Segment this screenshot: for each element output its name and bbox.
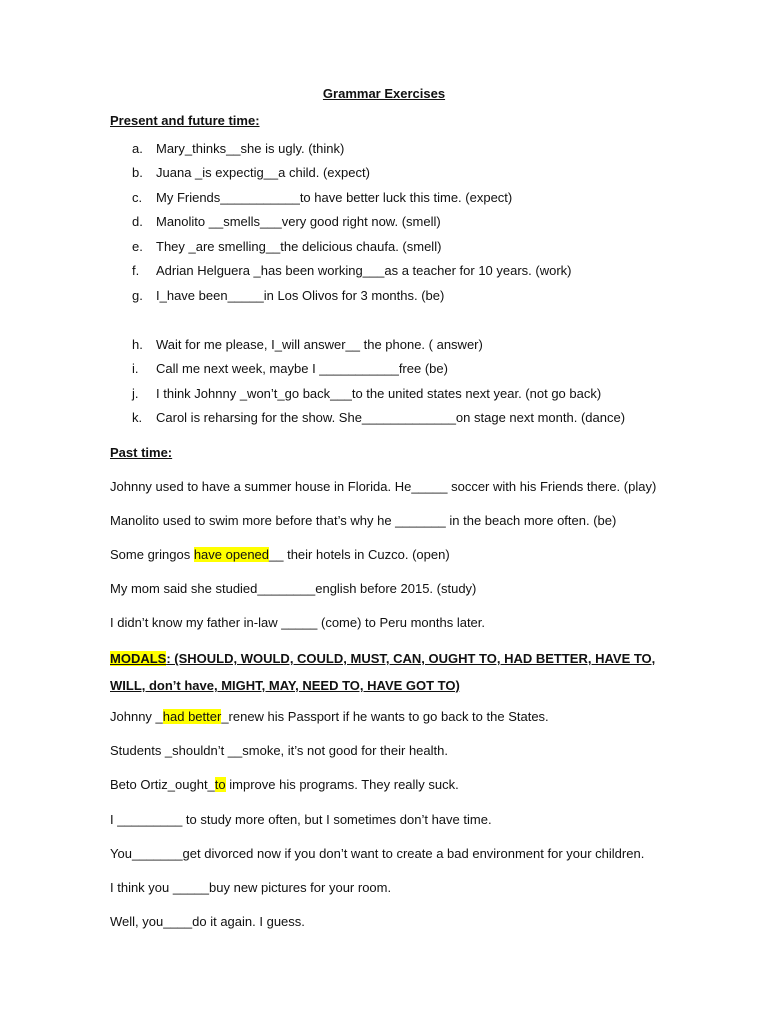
list-item-h xyxy=(132,337,483,352)
modal-line-3-post: improve his programs. They really suck. xyxy=(225,777,459,792)
modal-line-1 xyxy=(110,709,549,724)
past-line-3 xyxy=(110,547,450,562)
list-item-text: Call me next week, maybe I ___________free (be) xyxy=(156,361,448,376)
present-future-heading: Present and future time: xyxy=(110,113,260,128)
list-item-c xyxy=(132,190,512,205)
list-item-i xyxy=(132,361,448,376)
highlighted-answer: have opened xyxy=(193,547,270,562)
list-item-j xyxy=(132,386,601,401)
past-time-heading: Past time: xyxy=(110,445,173,460)
highlighted-answer: had better xyxy=(162,709,222,724)
modal-line-6: I think you _____buy new pictures for your room. xyxy=(110,880,392,895)
list-marker: g. xyxy=(132,288,143,303)
list-marker: c. xyxy=(132,190,143,205)
list-marker: k. xyxy=(132,410,143,425)
list-item-g xyxy=(132,288,444,303)
modals-list: : (SHOULD, WOULD, COULD, MUST, CAN, OUGHT TO, HAD BETTER, HAVE TO, WILL, don’t have, MIGHT, MAY, NEED TO, HAVE GOT TO) xyxy=(110,651,656,693)
past-line-2: Manolito used to swim more before that’s why he _______ in the beach more often. (be) xyxy=(110,513,617,528)
list-marker: e. xyxy=(132,239,143,254)
past-line-3-post: __ their hotels in Cuzco. (open) xyxy=(269,547,450,562)
past-line-5: I didn’t know my father in-law _____ (come) to Peru months later. xyxy=(110,615,486,630)
list-marker: d. xyxy=(132,214,143,229)
list-item-text: Mary_thinks__she is ugly. (think) xyxy=(156,141,345,156)
modal-line-2: Students _shouldn’t __smoke, it’s not good for their health. xyxy=(110,743,448,758)
list-item-e xyxy=(132,239,441,254)
modal-line-1-post: _renew his Passport if he wants to go back to the States. xyxy=(221,709,549,724)
list-item-text: They _are smelling__the delicious chaufa. (smell) xyxy=(156,239,442,254)
modal-line-5: You_______get divorced now if you don’t want to create a bad environment for your children. xyxy=(110,846,645,861)
modal-line-4: I _________ to study more often, but I sometimes don’t have time. xyxy=(110,812,492,827)
list-marker: b. xyxy=(132,165,143,180)
past-line-1: Johnny used to have a summer house in Florida. He_____ soccer with his Friends there. (play) xyxy=(110,479,657,494)
list-item-text: I think Johnny _won’t_go back___to the united states next year. (not go back) xyxy=(156,386,602,401)
modal-line-3 xyxy=(110,777,459,792)
list-marker: h. xyxy=(132,337,143,352)
list-item-f xyxy=(132,263,572,278)
list-item-d xyxy=(132,214,441,229)
modal-line-3-pre: Beto Ortiz_ought_ xyxy=(110,777,215,792)
list-marker: i. xyxy=(132,361,139,376)
modal-line-7: Well, you____do it again. I guess. xyxy=(110,914,305,929)
list-item-k xyxy=(132,410,625,425)
modal-line-1-pre: Johnny _ xyxy=(110,709,163,724)
list-item-text: Wait for me please, I_will answer__ the phone. ( answer) xyxy=(156,337,483,352)
list-marker: j. xyxy=(132,386,139,401)
list-item-text: My Friends___________to have better luck this time. (expect) xyxy=(156,190,513,205)
list-marker: a. xyxy=(132,141,143,156)
list-item-text: Adrian Helguera _has been working___as a teacher for 10 years. (work) xyxy=(156,263,572,278)
list-item-text: Juana _is expectig__a child. (expect) xyxy=(156,165,370,180)
list-item-text: Manolito __smells___very good right now. (smell) xyxy=(156,214,441,229)
modals-heading xyxy=(110,645,670,699)
page-title: Grammar Exercises xyxy=(322,86,446,101)
list-marker: f. xyxy=(132,263,140,278)
list-item-text: I_have been_____in Los Olivos for 3 months. (be) xyxy=(156,288,445,303)
list-item-text: Carol is reharsing for the show. She_____________on stage next month. (dance) xyxy=(156,410,626,425)
highlighted-answer: to xyxy=(214,777,226,792)
past-line-3-pre: Some gringos xyxy=(110,547,194,562)
past-line-4: My mom said she studied________english before 2015. (study) xyxy=(110,581,477,596)
list-item-b xyxy=(132,165,370,180)
modals-label: MODALS xyxy=(110,651,167,666)
list-item-a xyxy=(132,141,344,156)
